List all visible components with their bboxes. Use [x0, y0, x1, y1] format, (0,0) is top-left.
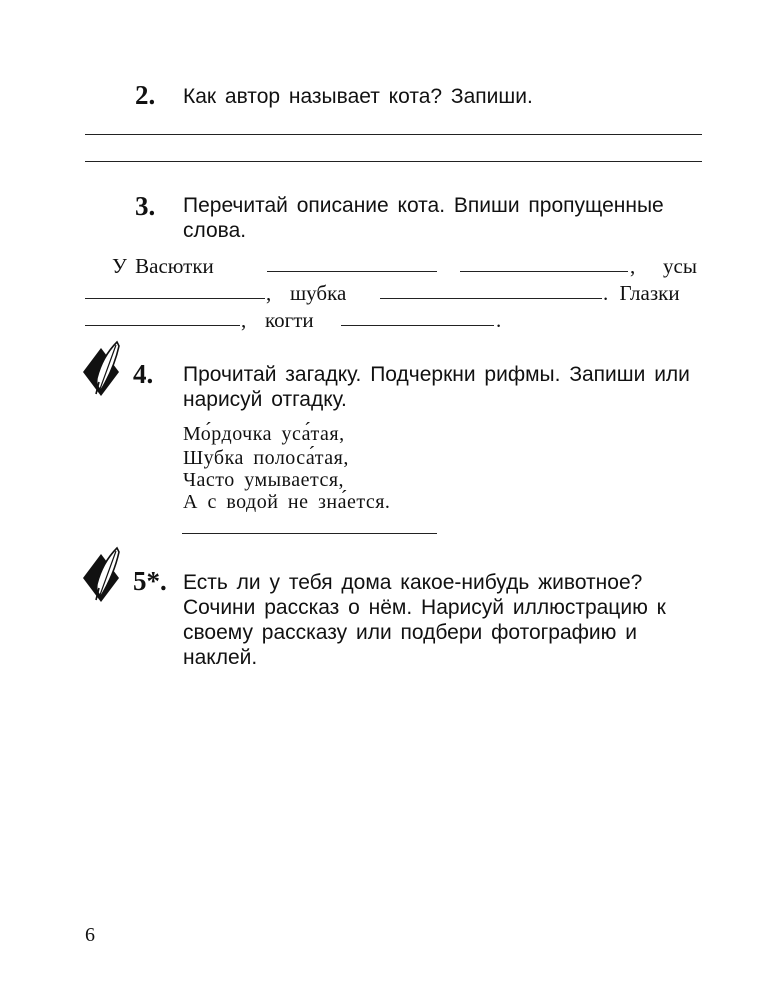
fill-shubka: шубка	[290, 281, 347, 305]
fill-line1-start: У Васютки	[112, 254, 214, 278]
task-4-number: 4.	[133, 359, 154, 389]
riddle-line-3: Часто умывается,	[183, 469, 345, 491]
feather-diamond-icon	[81, 340, 127, 400]
feather-diamond-icon	[81, 546, 127, 606]
riddle-line-1: Мо́рдочка уса́тая,	[183, 423, 345, 445]
fill-blank-4[interactable]	[380, 298, 602, 299]
riddle-line-2: Шубка полоса́тая,	[183, 447, 349, 469]
fill-comma-1: ,	[630, 254, 636, 278]
task-4-text: Прочитай загадку. Подчеркни рифмы. Запиши или нарисуй отгадку.	[183, 363, 690, 411]
fill-comma-3: ,	[241, 308, 247, 332]
task-3-number: 3.	[135, 191, 156, 221]
task-5-number: 5*.	[133, 566, 167, 596]
fill-kogti: когти	[265, 308, 314, 332]
task-3-text: Перечитай описание кота. Впиши пропущенные слова.	[183, 194, 664, 242]
fill-blank-6[interactable]	[341, 325, 494, 326]
task-2-text: Как автор называет кота? Запиши.	[183, 85, 533, 108]
answer-line-2[interactable]	[85, 161, 702, 162]
task-5-text: Есть ли у тебя дома какое-нибудь животное? Сочини рассказ о нём. Нарисуй иллюстрацию к своему рассказу или подбери фотографию и наклей.	[183, 571, 666, 669]
fill-glazki: . Глазки	[603, 281, 680, 305]
task-2-number: 2.	[135, 80, 156, 110]
fill-blank-3[interactable]	[85, 298, 265, 299]
fill-blank-2[interactable]	[460, 271, 628, 272]
riddle-line-4: А с водой не зна́ется.	[183, 491, 391, 513]
page-number: 6	[85, 924, 95, 946]
fill-blank-1[interactable]	[267, 271, 437, 272]
riddle-answer-line[interactable]	[182, 533, 437, 534]
fill-blank-5[interactable]	[85, 325, 240, 326]
fill-comma-2: ,	[266, 281, 272, 305]
fill-period-end: .	[496, 308, 502, 332]
answer-line-1[interactable]	[85, 134, 702, 135]
fill-usy: усы	[663, 254, 697, 278]
